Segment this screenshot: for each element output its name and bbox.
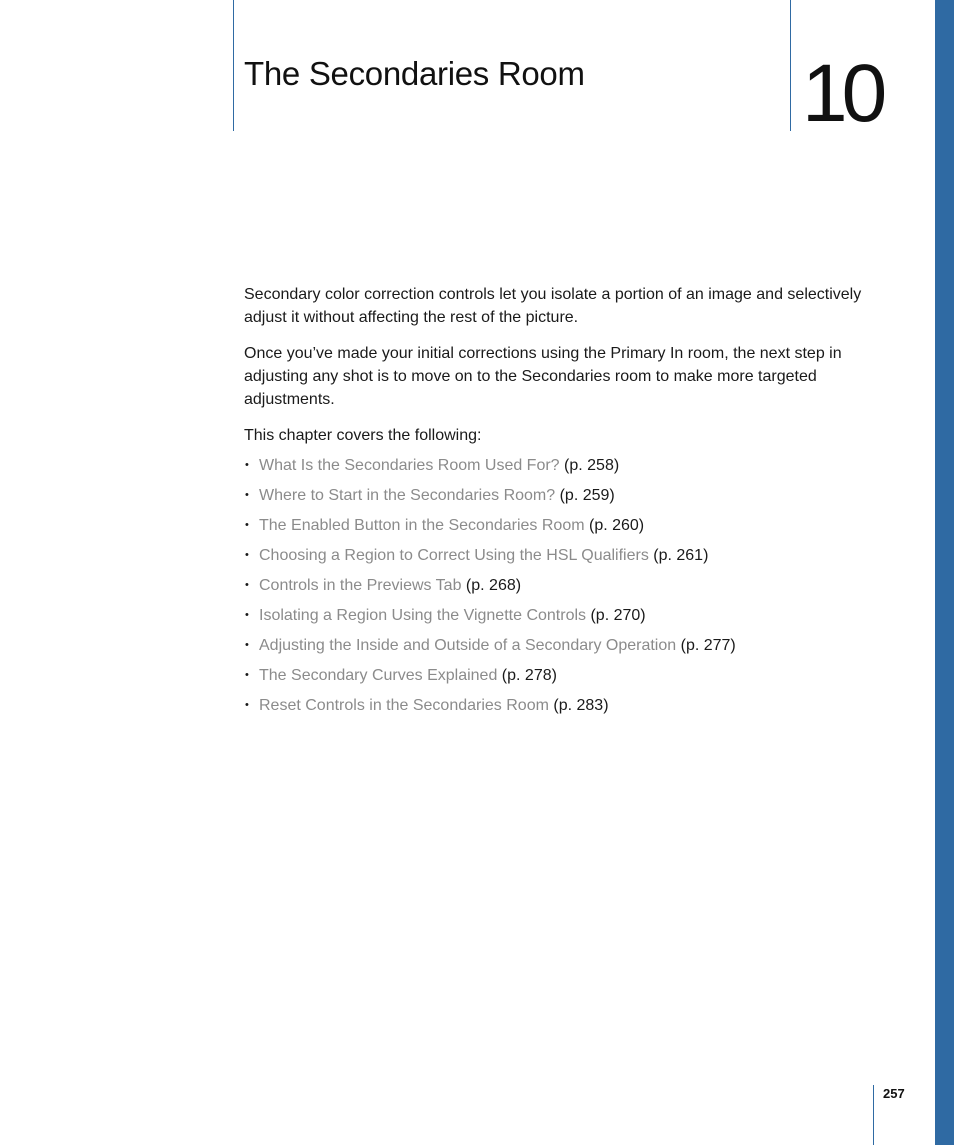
toc-item: [244, 604, 884, 634]
toc-item: [244, 634, 884, 664]
toc-item: [244, 664, 884, 694]
toc-page-ref: (p. 260): [588, 517, 645, 534]
toc-page-ref: (p. 259): [559, 487, 615, 504]
chapter-side-tab: [935, 0, 954, 1145]
toc-lead-in: This chapter covers the following:: [244, 427, 482, 444]
chapter-intro: [244, 283, 884, 724]
intro-paragraph-1: Secondary color correction controls let you isolate a portion of an image and selectively adjust it without affecting the rest of the picture.: [244, 286, 862, 326]
toc-page-ref: (p. 261): [653, 547, 709, 564]
toc-item: [244, 484, 884, 514]
bullet-icon: •: [245, 609, 249, 621]
bullet-icon: •: [245, 699, 249, 711]
toc-link[interactable]: What Is the Secondaries Room Used For?: [259, 457, 565, 474]
toc-link[interactable]: The Secondary Curves Explained: [259, 667, 502, 684]
chapter-toc-list: [244, 454, 884, 724]
bullet-icon: •: [245, 579, 249, 591]
toc-item: [244, 544, 884, 574]
toc-item: [244, 574, 884, 604]
toc-page-ref: (p. 283): [553, 697, 609, 714]
bullet-icon: •: [245, 489, 249, 501]
footer-rule: [873, 1085, 874, 1145]
header-rule-right: [790, 0, 791, 131]
chapter-number: 10: [802, 48, 882, 139]
bullet-icon: •: [245, 459, 249, 471]
toc-link[interactable]: Controls in the Previews Tab: [259, 577, 466, 594]
toc-page-ref: (p. 278): [501, 667, 557, 684]
toc-item: [244, 514, 884, 544]
page-number: 257: [883, 1086, 905, 1101]
toc-link[interactable]: Choosing a Region to Correct Using the HSL Qualifiers: [259, 547, 654, 564]
bullet-icon: •: [245, 669, 249, 681]
toc-page-ref: (p. 277): [680, 637, 736, 654]
bullet-icon: •: [245, 519, 249, 531]
toc-link[interactable]: Adjusting the Inside and Outside of a Secondary Operation: [259, 637, 681, 654]
chapter-title: The Secondaries Room: [244, 55, 585, 92]
header-rule-left: [233, 0, 234, 131]
toc-link[interactable]: Where to Start in the Secondaries Room?: [259, 487, 560, 504]
intro-paragraph-2: Once you’ve made your initial corrections using the Primary In room, the next step in adjusting any shot is to move on to the Secondaries room to make more targeted adjustments.: [244, 345, 842, 408]
toc-page-ref: (p. 270): [590, 607, 646, 624]
bullet-icon: •: [245, 549, 249, 561]
toc-item: [244, 694, 884, 724]
toc-link[interactable]: Isolating a Region Using the Vignette Controls: [259, 607, 591, 624]
toc-page-ref: (p. 258): [564, 457, 620, 474]
toc-link[interactable]: The Enabled Button in the Secondaries Room: [259, 517, 589, 534]
toc-page-ref: (p. 268): [465, 577, 522, 594]
toc-item: [244, 454, 884, 484]
toc-link[interactable]: Reset Controls in the Secondaries Room: [259, 697, 554, 714]
bullet-icon: •: [245, 639, 249, 651]
